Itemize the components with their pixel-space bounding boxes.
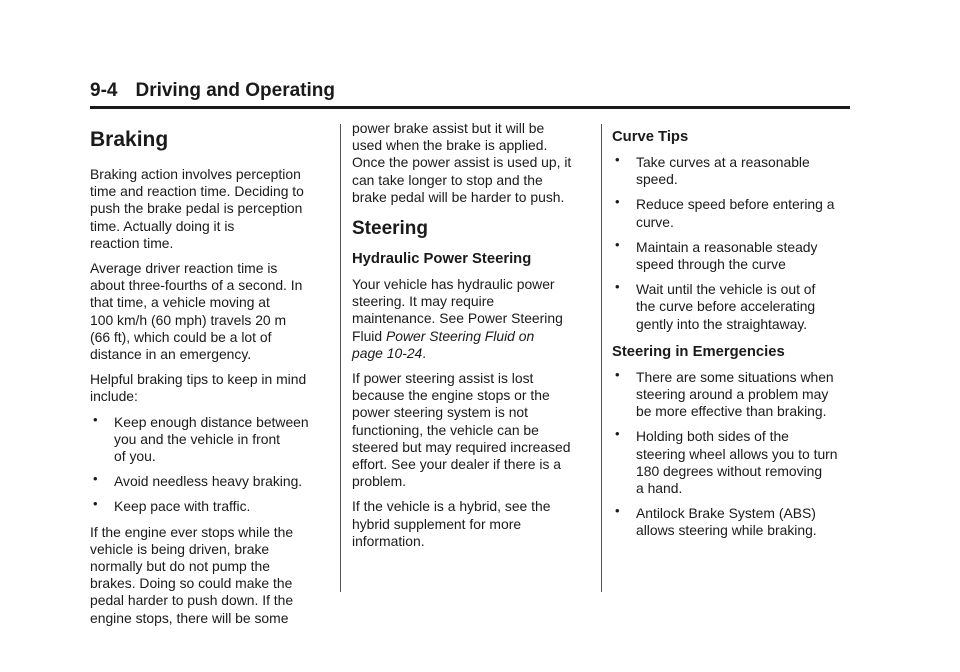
hydraulic-paragraph-2: If power steering assist is lost because the engine stops or the power steering system is not functioning, the vehicle can be steered but may required increased effort. See your dealer if there is a problem. xyxy=(352,370,571,490)
column-2 xyxy=(352,120,590,558)
bullet-icon: • xyxy=(93,471,98,487)
bullet-icon: • xyxy=(93,411,98,427)
steering-emergencies-heading: Steering in Emergencies xyxy=(612,343,785,360)
list-item: • Reduce speed before entering a curve. xyxy=(615,194,835,230)
bullet-icon: • xyxy=(615,236,620,252)
curve-tips-list xyxy=(612,154,852,333)
list-item: • Wait until the vehicle is out of the curve before accelerating gently into the straightaway. xyxy=(615,279,816,332)
section-title: Driving and Operating xyxy=(135,80,335,101)
bullet-icon: • xyxy=(615,194,620,210)
list-item: • Avoid needless heavy braking. xyxy=(93,471,303,490)
list-item: • Take curves at a reasonable speed. xyxy=(615,152,810,188)
page-header xyxy=(90,78,850,109)
hydraulic-paragraph-1: Your vehicle has hydraulic power steering. It may require maintenance. See Power Steering Fluid Power Steering Fluid on page 10-24. xyxy=(352,276,563,361)
braking-tips-list xyxy=(90,411,326,516)
bullet-icon: • xyxy=(615,279,620,295)
bullet-icon: • xyxy=(615,503,620,519)
list-item: • Antilock Brake System (ABS) allows steering while braking. xyxy=(615,503,817,539)
bullet-icon: • xyxy=(615,152,620,167)
braking-paragraph-3: Helpful braking tips to keep in mind include: xyxy=(90,371,307,405)
braking-heading: Braking xyxy=(90,128,169,151)
hydraulic-power-steering-heading: Hydraulic Power Steering xyxy=(352,251,532,268)
braking-paragraph-4: If the engine ever stops while the vehicle is being driven, brake normally but do not pump the brakes. Doing so could make the pedal harder to push down. If the engine stops, there will be some xyxy=(90,523,294,626)
bullet-icon: • xyxy=(93,496,98,512)
list-item: • Holding both sides of the steering wheel allows you to turn 180 degrees without removing a hand. xyxy=(615,426,838,497)
list-item: • Maintain a reasonable steady speed through the curve xyxy=(615,236,818,273)
bullet-icon: • xyxy=(615,426,620,442)
braking-continued-paragraph: power brake assist but it will be used when the brake is applied. Once the power assist is used up, it can take longer to stop and the brake pedal will be harder to push. xyxy=(352,120,572,205)
page-number: 9-4 xyxy=(90,80,118,101)
curve-tips-heading: Curve Tips xyxy=(612,129,689,145)
column-1 xyxy=(90,120,326,635)
braking-paragraph-2: Average driver reaction time is about three-fourths of a second. In that time, a vehicle moving at 100 km/h (60 mph) travels 20 m (66 ft), which could be a lot of distance in an emergency. xyxy=(90,260,303,363)
column-divider-2 xyxy=(601,124,602,592)
hydraulic-paragraph-3: If the vehicle is a hybrid, see the hybrid supplement for more information. xyxy=(352,498,551,549)
braking-paragraph-1: Braking action involves perception time and reaction time. Deciding to push the brake pedal is perception time. Actually doing it is reaction time. xyxy=(90,166,304,251)
power-steering-fluid-link[interactable]: Power Steering Fluid on page 10-24 xyxy=(352,327,535,361)
list-item: • There are some situations when steering around a problem may be more effective than braking. xyxy=(615,366,834,420)
column-divider-1 xyxy=(340,124,341,592)
column-3 xyxy=(612,120,852,548)
emergency-tips-list xyxy=(612,366,852,540)
steering-heading: Steering xyxy=(352,218,429,240)
list-item: • Keep enough distance between you and the vehicle in front of you. xyxy=(93,411,309,465)
list-item: • Keep pace with traffic. xyxy=(93,496,251,515)
bullet-icon: • xyxy=(615,366,620,382)
